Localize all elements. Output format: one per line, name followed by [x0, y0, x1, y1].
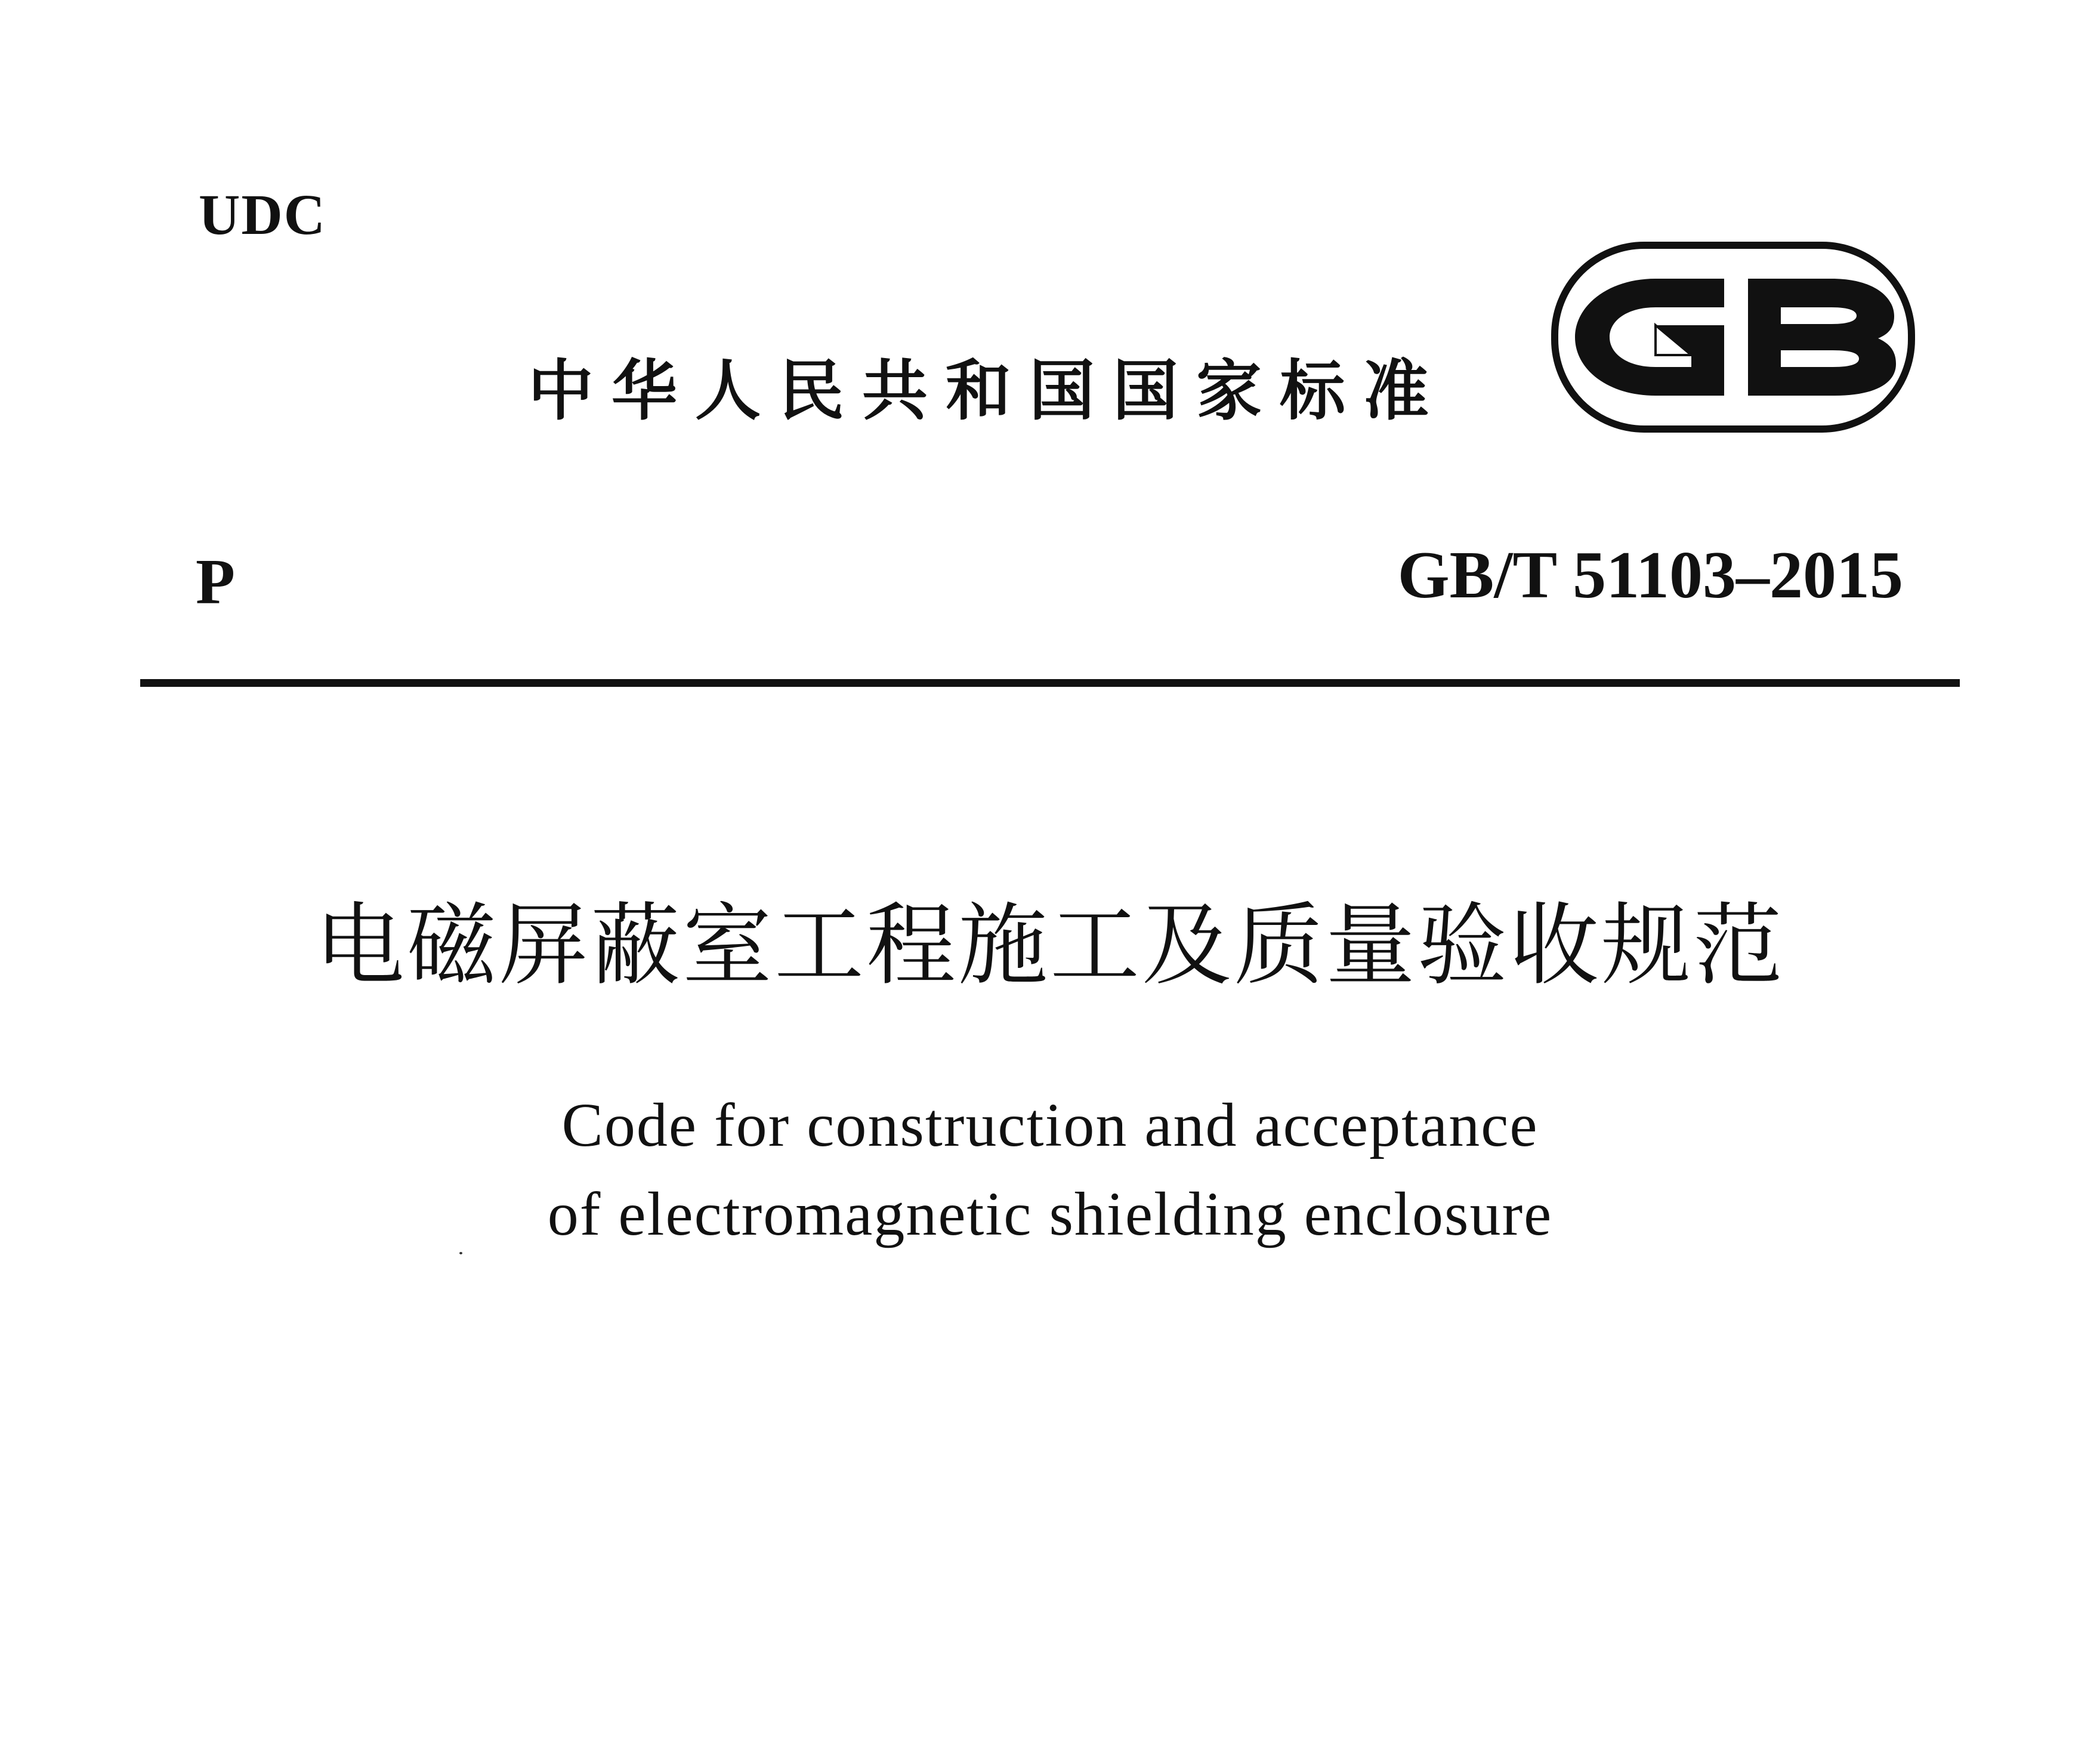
category-code: P: [196, 547, 235, 618]
national-standard-heading: 中华人民共和国国家标准: [528, 353, 1447, 429]
standard-number: GB/T 51103–2015: [1397, 538, 1903, 612]
title-english-line-1: Code for construction and acceptance: [561, 1091, 1539, 1159]
udc-label: UDC: [199, 183, 326, 246]
title-english: [0, 1081, 2100, 1259]
scan-speck: [459, 1252, 462, 1254]
title-english-line-2: of electromagnetic shielding enclosure: [547, 1179, 1553, 1248]
gb-emblem-icon: [1551, 242, 1915, 433]
header-divider: [140, 679, 1960, 687]
title-chinese: 电磁屏蔽室工程施工及质量验收规范: [314, 894, 1785, 998]
